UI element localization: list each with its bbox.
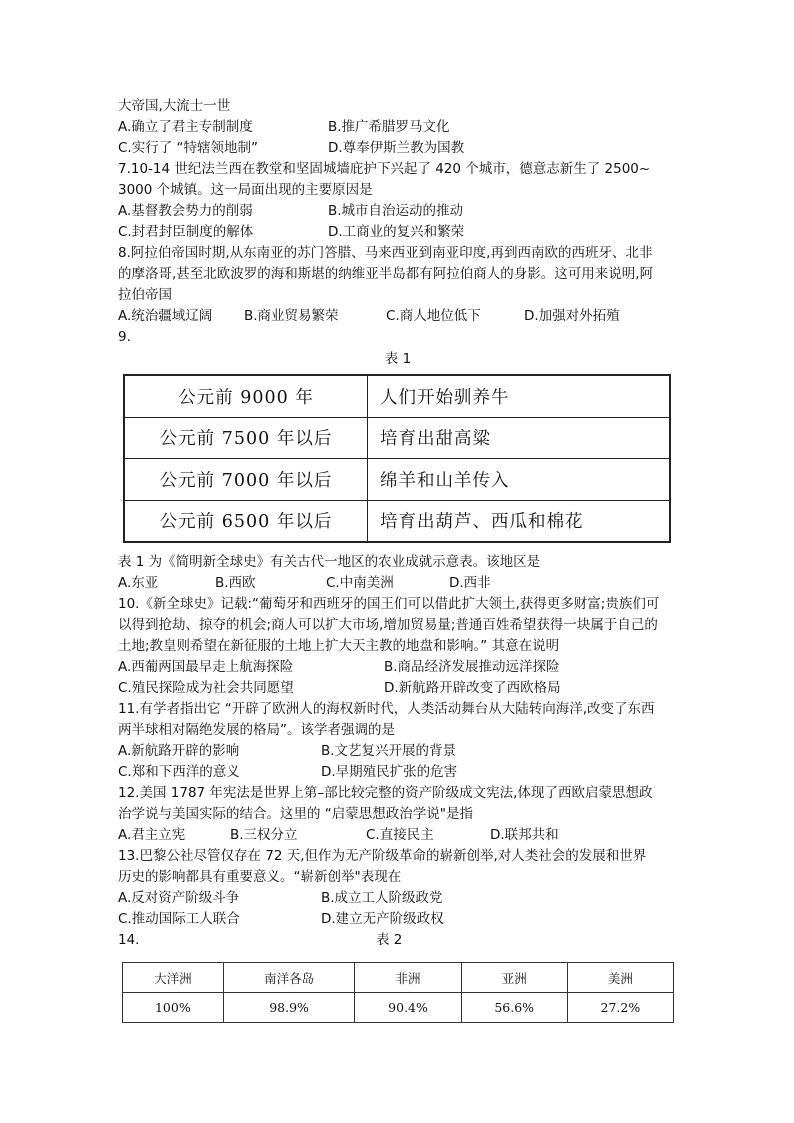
- table1-cell: 公元前 9000 年: [124, 375, 368, 417]
- table2-header: 非洲: [355, 963, 461, 993]
- q12-option-a[interactable]: A.君主立宪: [118, 827, 186, 843]
- q7-option-b[interactable]: B.城市自治运动的推动: [328, 203, 464, 219]
- q6-option-a[interactable]: A.确立了君主专制制度: [118, 119, 253, 135]
- table2-header: 大洋洲: [123, 963, 224, 993]
- table2: [122, 962, 674, 1023]
- q7-option-c[interactable]: C.封君封臣制度的解体: [118, 224, 254, 240]
- q13-option-d[interactable]: D.建立无产阶级政权: [321, 911, 444, 927]
- table1-caption: 表 1: [384, 351, 412, 367]
- q11-options-row2: [118, 762, 678, 783]
- q11-stem-line1: 11.有学者指出它 “开辟了欧洲人的海权新时代，人类活动舞台从大陆转向海洋,改变了东西: [118, 701, 655, 717]
- q7-options-row1: [118, 201, 678, 222]
- table1-cell: 人们开始驯养牛: [368, 375, 671, 417]
- q10-stem-line2: 以得到抢劫、掠夺的机会;商人可以扩大市场,增加贸易量;普通百姓希望获得一块属于自己的: [118, 617, 658, 633]
- q8-option-c[interactable]: C.商人地位低下: [386, 308, 481, 324]
- q8-option-a[interactable]: A.统治疆域辽阔: [118, 308, 213, 324]
- q6-option-b[interactable]: B.推广希腊罗马文化: [328, 119, 450, 135]
- table-row: [124, 375, 670, 417]
- q13-option-b[interactable]: B.成立工人阶级政党: [321, 890, 443, 906]
- q12-options: [118, 825, 678, 846]
- exam-page-continued: [118, 552, 678, 951]
- q14-number: 14.: [118, 932, 140, 948]
- q6-option-d[interactable]: D.尊奉伊斯兰教为国教: [328, 140, 465, 156]
- table-row: [124, 417, 670, 459]
- q12-stem-line1: 12.美国 1787 年宪法是世界上第–部比较完整的资产阶级成文宪法,体现了西欧启蒙思想政: [118, 785, 653, 801]
- q12-option-c[interactable]: C.直接民主: [366, 827, 434, 843]
- q7-stem-line2: 3000 个城镇。这一局面出现的主要原因是: [118, 182, 373, 198]
- q12-option-d[interactable]: D.联邦共和: [490, 827, 559, 843]
- table2-header: 亚洲: [461, 963, 567, 993]
- q13-option-c[interactable]: C.推动国际工人联合: [118, 911, 240, 927]
- q11-option-c[interactable]: C.郑和下西洋的意义: [118, 764, 240, 780]
- q9-stem: 表 1 为《简明新全球史》有关古代一地区的农业成就示意表。该地区是: [118, 554, 541, 570]
- q11-options-row1: [118, 741, 678, 762]
- table1-cell: 培育出甜高粱: [368, 417, 671, 459]
- q7-options-row2: [118, 222, 678, 243]
- q12-stem-line2: 治学说与美国实际的结合。这里的 “启蒙思想政治学说"是指: [118, 806, 473, 822]
- q14-header-row: [118, 930, 678, 951]
- q11-option-b[interactable]: B.文艺复兴开展的背景: [321, 743, 457, 759]
- q13-options-row2: [118, 909, 678, 930]
- table2-value: 100%: [123, 993, 224, 1023]
- q13-stem-line1: 13.巴黎公社尽管仅存在 72 天,但作为无产阶级革命的崭新创举,对人类社会的发展和世界: [118, 848, 647, 864]
- q10-option-d[interactable]: D.新航路开辟改变了西欧格局: [384, 680, 561, 696]
- q6-stem-tail: 大帝国,大流士一世: [118, 98, 231, 114]
- q10-options-row2: [118, 678, 678, 699]
- q9-option-d[interactable]: D.西非: [449, 575, 491, 591]
- table1-cell: 公元前 7000 年以后: [124, 459, 368, 501]
- q8-options: [118, 306, 678, 327]
- table1-cell: 公元前 6500 年以后: [124, 500, 368, 542]
- q10-option-c[interactable]: C.殖民探险成为社会共同愿望: [118, 680, 294, 696]
- q9-number: 9.: [118, 329, 131, 345]
- table2-value: 98.9%: [223, 993, 355, 1023]
- table-row: [124, 500, 670, 542]
- table1-cell: 绵羊和山羊传入: [368, 459, 671, 501]
- q8-option-b[interactable]: B.商业贸易繁荣: [244, 308, 339, 324]
- table2-value: 56.6%: [461, 993, 567, 1023]
- q11-stem-line2: 两半球相对隔绝发展的格局”。该学者强调的是: [118, 722, 395, 738]
- q6-options-row1: [118, 117, 678, 138]
- table2-header: 南洋各岛: [223, 963, 355, 993]
- q10-options-row1: [118, 657, 678, 678]
- q10-option-b[interactable]: B.商品经济发展推动远洋探险: [384, 659, 560, 675]
- q9-options: [118, 573, 678, 594]
- exam-page: [118, 96, 678, 370]
- q7-option-a[interactable]: A.基督教会势力的削弱: [118, 203, 253, 219]
- q10-stem-line3: 土地;教皇则希望在新征服的土地上扩大天主教的地盘和影响。” 其意在说明: [118, 638, 560, 654]
- q11-option-a[interactable]: A.新航路开辟的影响: [118, 743, 240, 759]
- q8-stem-line3: 拉伯帝国: [118, 287, 172, 303]
- table1-cell: 培育出葫芦、西瓜和棉花: [368, 500, 671, 542]
- q10-option-a[interactable]: A.西葡两国最早走上航海探险: [118, 659, 294, 675]
- table-row: [123, 993, 674, 1023]
- q10-stem-line1: 10.《新全球史》记载:“葡萄牙和西班牙的国王们可以借此扩大领土,获得更多财富;贵族们可: [118, 596, 660, 612]
- table2-value: 27.2%: [567, 993, 673, 1023]
- table1-cell: 公元前 7500 年以后: [124, 417, 368, 459]
- q12-option-b[interactable]: B.三权分立: [230, 827, 298, 843]
- q11-option-d[interactable]: D.早期殖民扩张的危害: [321, 764, 458, 780]
- q6-option-c[interactable]: C.实行了 “特辖领地制”: [118, 140, 258, 156]
- q8-option-d[interactable]: D.加强对外拓殖: [524, 308, 620, 324]
- table-row: [124, 459, 670, 501]
- q6-options-row2: [118, 138, 678, 159]
- table2-caption: 表 2: [376, 932, 403, 948]
- table-row: [123, 963, 674, 993]
- q7-option-d[interactable]: D.工商业的复兴和繁荣: [328, 224, 465, 240]
- q8-stem-line2: 的摩洛哥,甚至北欧波罗的海和斯堪的纳维亚半岛都有阿拉伯商人的身影。这可用来说明,阿: [118, 266, 654, 282]
- q9-option-c[interactable]: C.中南美洲: [326, 575, 394, 591]
- q13-options-row1: [118, 888, 678, 909]
- q13-stem-line2: 历史的影响都具有重要意义。“崭新创举"表现在: [118, 869, 402, 885]
- q13-option-a[interactable]: A.反对资产阶级斗争: [118, 890, 240, 906]
- table2-value: 90.4%: [355, 993, 461, 1023]
- q8-stem-line1: 8.阿拉伯帝国时期,从东南亚的苏门答腊、马来西亚到南亚印度,再到西南欧的西班牙、北非: [118, 245, 653, 261]
- q9-option-b[interactable]: B.西欧: [215, 575, 256, 591]
- q9-option-a[interactable]: A.东亚: [118, 575, 159, 591]
- table1: [123, 374, 671, 543]
- q7-stem-line1: 7.10-14 世纪法兰西在教堂和坚固城墙庇护下兴起了 420 个城市，德意志新生了 2500~: [118, 161, 651, 177]
- table2-header: 美洲: [567, 963, 673, 993]
